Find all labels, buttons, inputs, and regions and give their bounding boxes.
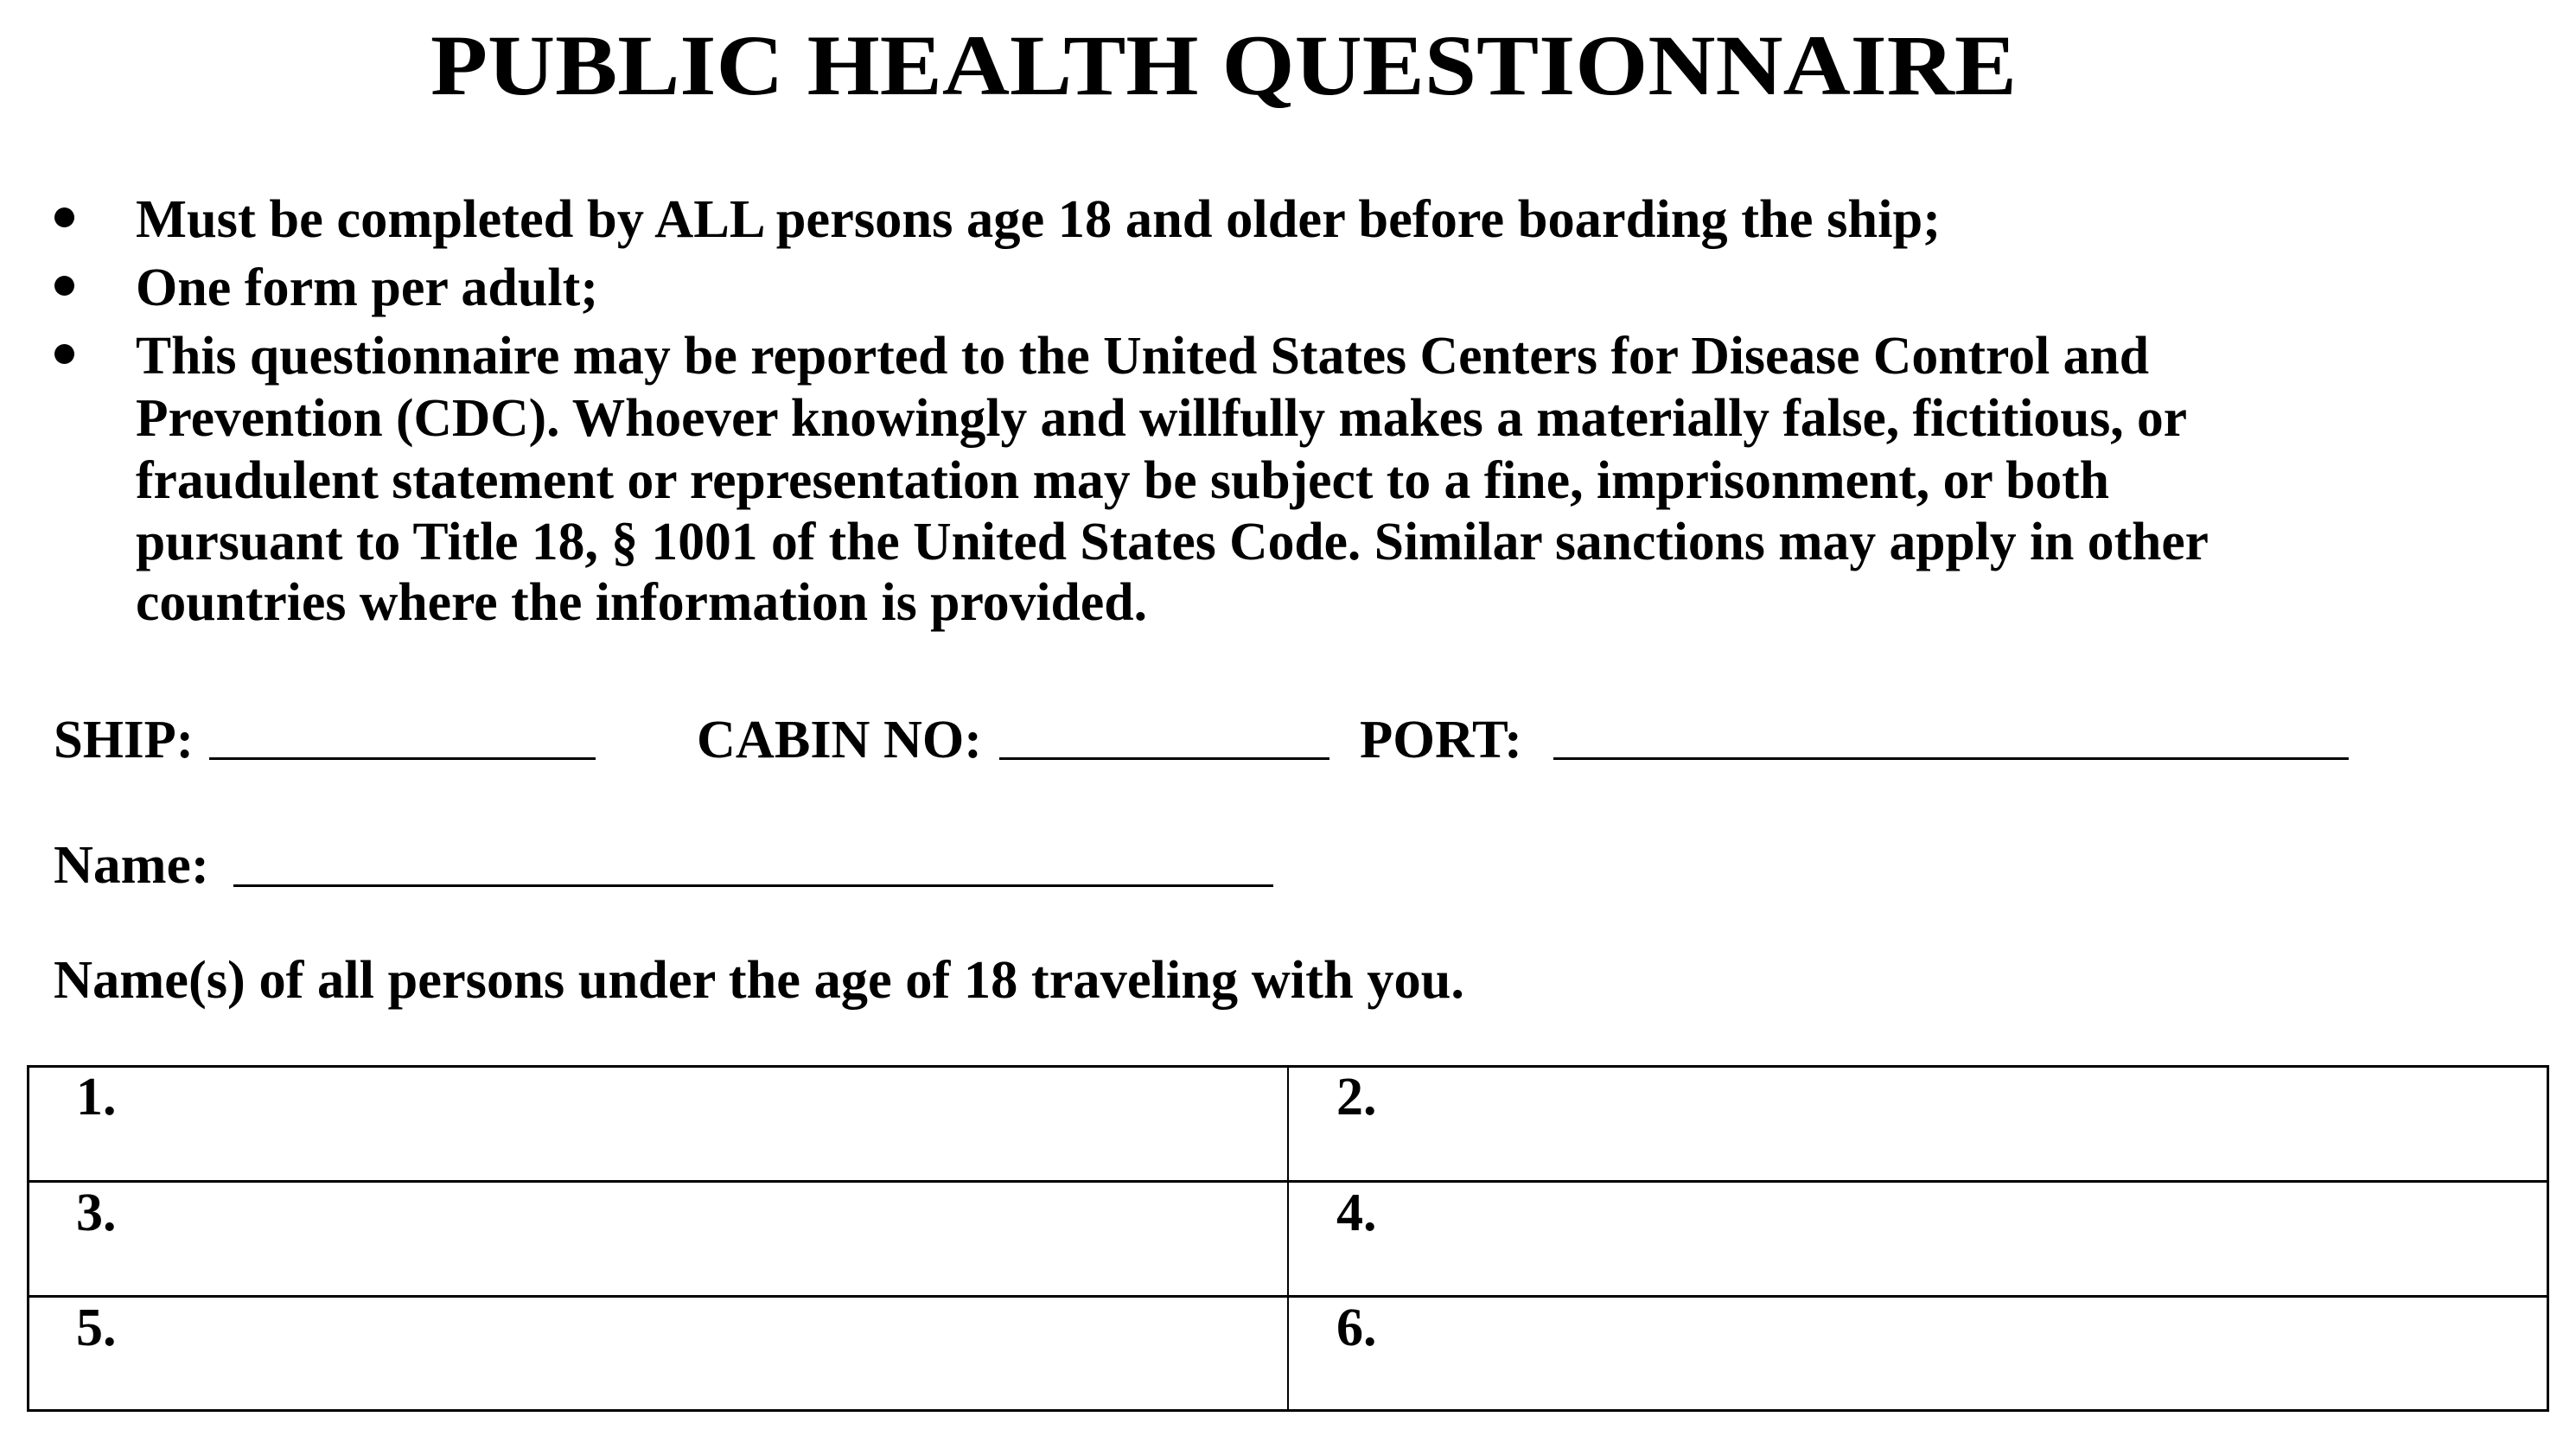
name-field[interactable]	[233, 884, 1273, 887]
instruction-line: pursuant to Title 18, § 1001 of the United States Code. Similar sanctions may apply in other	[136, 513, 2209, 571]
ship-label: SHIP:	[54, 711, 194, 769]
cell-number: 4.	[1336, 1184, 1377, 1242]
bullet-icon	[54, 207, 74, 227]
page-title-text: PUBLIC HEALTH QUESTIONNAIRE	[430, 17, 2017, 113]
cabin-no-label: CABIN NO:	[697, 711, 982, 769]
minor-cell-6[interactable]	[1336, 1301, 2576, 1414]
minor-cell-1[interactable]	[76, 1070, 1321, 1183]
cell-number: 6.	[1336, 1299, 1377, 1357]
instruction-line: One form per adult;	[136, 258, 598, 317]
minors-prompt: Name(s) of all persons under the age of 18 traveling with you.	[54, 951, 1464, 1010]
cell-number: 5.	[76, 1299, 117, 1357]
instruction-line: This questionnaire may be reported to the United States Centers for Disease Control and	[136, 327, 2149, 386]
instruction-line: countries where the information is provided.	[136, 573, 1147, 632]
page-title	[430, 17, 2017, 113]
bullet-icon	[54, 344, 74, 364]
port-field[interactable]	[1553, 757, 2349, 760]
cell-number: 2.	[1336, 1068, 1377, 1126]
port-label: PORT:	[1360, 711, 1522, 769]
name-label: Name:	[54, 836, 209, 895]
ship-field[interactable]	[209, 757, 596, 760]
cell-number: 3.	[76, 1184, 117, 1242]
minor-cell-5[interactable]	[76, 1301, 1321, 1414]
instruction-line: fraudulent statement or representation may be subject to a fine, imprisonment, or both	[136, 451, 2109, 510]
cell-number: 1.	[76, 1068, 117, 1126]
cabin-no-field[interactable]	[999, 757, 1329, 760]
instruction-line: Must be completed by ALL persons age 18 and older before boarding the ship;	[136, 190, 1941, 249]
minor-cell-3[interactable]	[76, 1186, 1321, 1299]
bullet-icon	[54, 276, 74, 296]
minor-cell-2[interactable]	[1336, 1070, 2576, 1183]
instruction-line: Prevention (CDC). Whoever knowingly and willfully makes a materially false, fictitious, or	[136, 389, 2187, 448]
minor-cell-4[interactable]	[1336, 1186, 2576, 1299]
